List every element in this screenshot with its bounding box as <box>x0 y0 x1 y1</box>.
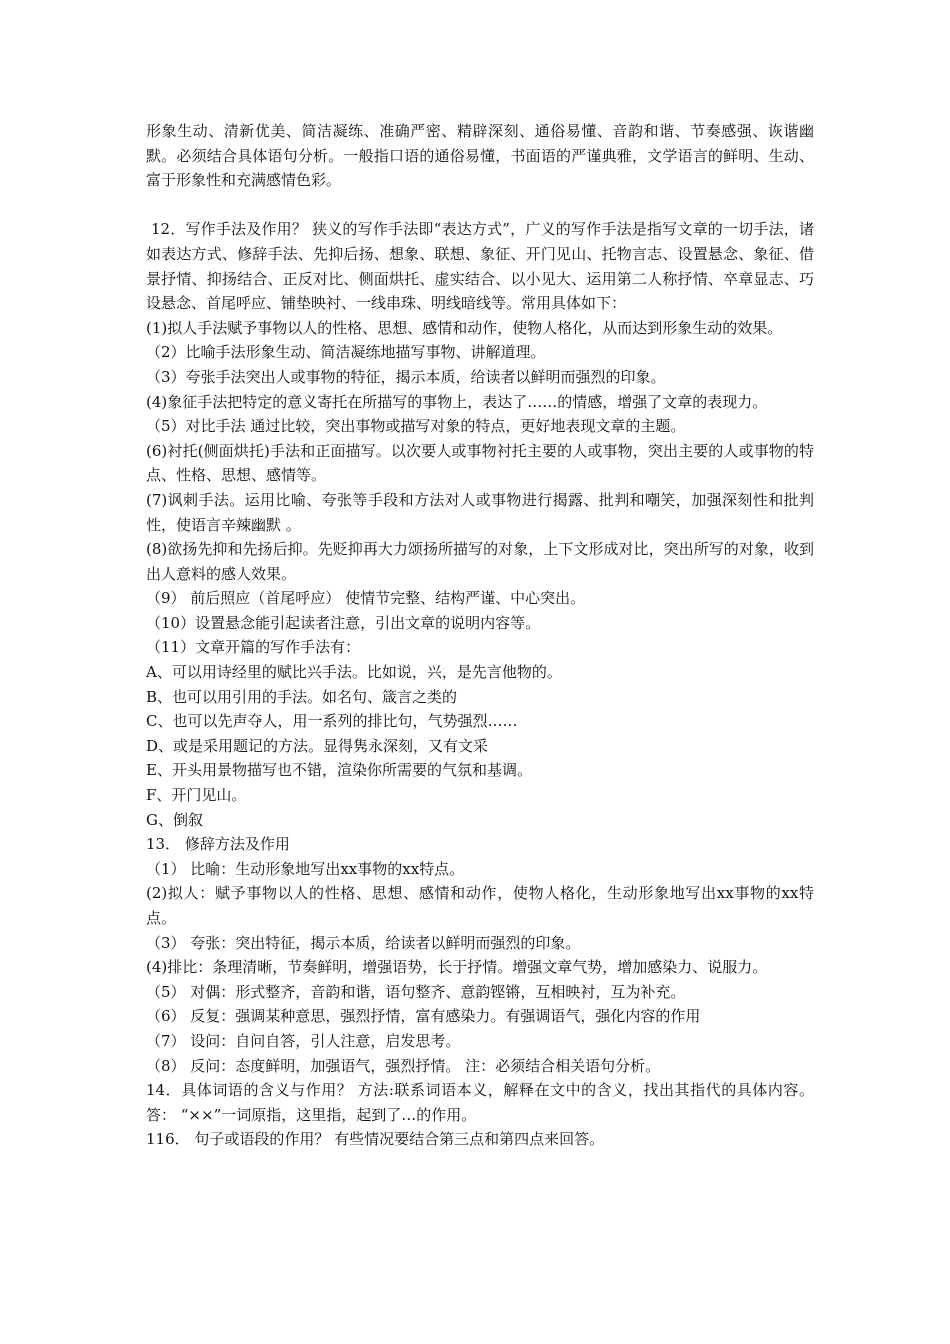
s12-item-7: (7)讽刺手法。运用比喻、夸张等手段和方法对人或事物进行揭露、批判和嘲笑，加强深刻性和批判性，使语言辛辣幽默 。 <box>146 490 814 534</box>
s12-item-4: (4)象征手法把特定的意义寄托在所描写的事物上，表达了……的情感，增强了文章的表现力。 <box>146 392 768 411</box>
s12-item-c: C、也可以先声夺人，用一系列的排比句，气势强烈…… <box>146 712 518 731</box>
s12-item-b: B、也可以用引用的手法。如名句、箴言之类的 <box>146 687 458 706</box>
s12-item-3: （3）夸张手法突出人或事物的特征，揭示本质，给读者以鲜明而强烈的印象。 <box>146 367 666 386</box>
s13-item-7: （7） 设问：自问自答，引人注意，启发思考。 <box>146 1031 461 1050</box>
s12-item-9: （9） 前后照应（首尾呼应） 使情节完整、结构严谨、中心突出。 <box>146 589 586 608</box>
intro-paragraph: 形象生动、清新优美、简洁凝练、准确严密、精辟深刻、通俗易懂、音韵和谐、节奏感强、诙谐幽默。必须结合具体语句分析。一般指口语的通俗易懂，书面语的严谨典雅，文学语言的鲜明、生动、富于形象性和充满感情色彩。 <box>146 122 814 190</box>
paragraph-spacer <box>146 193 814 218</box>
s12-item-1: (1)拟人手法赋予事物以人的性格、思想、感情和动作，使物人格化，从而达到形象生动的效果。 <box>146 318 783 337</box>
s12-item-8: (8)欲扬先抑和先扬后抑。先贬抑再大力颂扬所描写的对象，上下文形成对比，突出所写的对象，收到出人意料的感人效果。 <box>146 540 814 583</box>
s12-item-a: A、可以用诗经里的赋比兴手法。比如说，兴，是先言他物的。 <box>146 663 562 682</box>
s12-item-f: F、开门见山。 <box>146 786 247 805</box>
s13-item-8: （8） 反问：态度鲜明，加强语气，强烈抒情。 注：必须结合相关语句分析。 <box>146 1056 661 1075</box>
s13-item-1: （1） 比喻：生动形象地写出xx事物的xx特点。 <box>146 859 465 878</box>
s12-item-10: （10）设置悬念能引起读者注意，引出文章的说明内容等。 <box>146 613 541 632</box>
s12-item-11: （11）文章开篇的写作手法有： <box>146 638 361 657</box>
s12-item-d: D、或是采用题记的方法。显得隽永深刻，又有文采 <box>146 736 489 755</box>
s12-item-6: (6)衬托(侧面烘托)手法和正面描写。以次要人或事物衬托主要的人或事物，突出主要的人或事物的特点、性格、思想、感情等。 <box>146 441 814 485</box>
document-body <box>146 119 819 1152</box>
s12-item-5: （5）对比手法 通过比较，突出事物或描写对象的特点，更好地表现文章的主题。 <box>146 417 686 436</box>
s12-item-e: E、开头用景物描写也不错，渲染你所需要的气氛和基调。 <box>146 761 532 780</box>
section-14-paragraph: 14．具体词语的含义与作用？ 方法:联系词语本义，解释在文中的含义，找出其指代的具体内容。 答： “××”一词原指，这里指，起到了…的作用。 <box>146 1081 819 1124</box>
section-116-paragraph: 116． 句子或语段的作用？ 有些情况要结合第三点和第四点来回答。 <box>146 1130 605 1149</box>
s13-item-3: （3） 夸张：突出特征，揭示本质，给读者以鲜明而强烈的印象。 <box>146 933 581 952</box>
s13-item-6: （6） 反复：强调某种意思，强烈抒情，富有感染力。有强调语气，强化内容的作用 <box>146 1007 701 1026</box>
s12-item-g: G、倒叙 <box>146 810 203 829</box>
s13-item-5: （5） 对偶：形式整齐，音韵和谐，语句整齐、意韵铿锵，互相映衬，互为补充。 <box>146 982 686 1001</box>
section-13-heading: 13． 修辞方法及作用 <box>146 835 290 854</box>
section-12-heading: 12．写作手法及作用？ 狭义的写作手法即“表达方式”，广义的写作手法是指写文章的一切手法，诸如表达方式、修辞手法、先抑后扬、想象、联想、象征、开门见山、托物言志、设置悬念、象征、借景抒情、抑扬结合、正反对比、侧面烘托、虚实结合、以小见大、运用第二人称抒情、卒章显志、巧设悬念、首尾呼应、铺垫映衬、一线串珠、明线暗线等。常用具体如下： <box>146 220 814 313</box>
s13-item-4: (4)排比：条理清晰，节奏鲜明，增强语势，长于抒情。增强文章气势，增加感染力、说服力。 <box>146 958 768 977</box>
s13-item-2: (2)拟人：赋予事物以人的性格、思想、感情和动作，使物人格化，生动形象地写出xx事物的xx特点。 <box>146 884 814 927</box>
s12-item-2: （2）比喻手法形象生动、简洁凝练地描写事物、讲解道理。 <box>146 343 546 362</box>
